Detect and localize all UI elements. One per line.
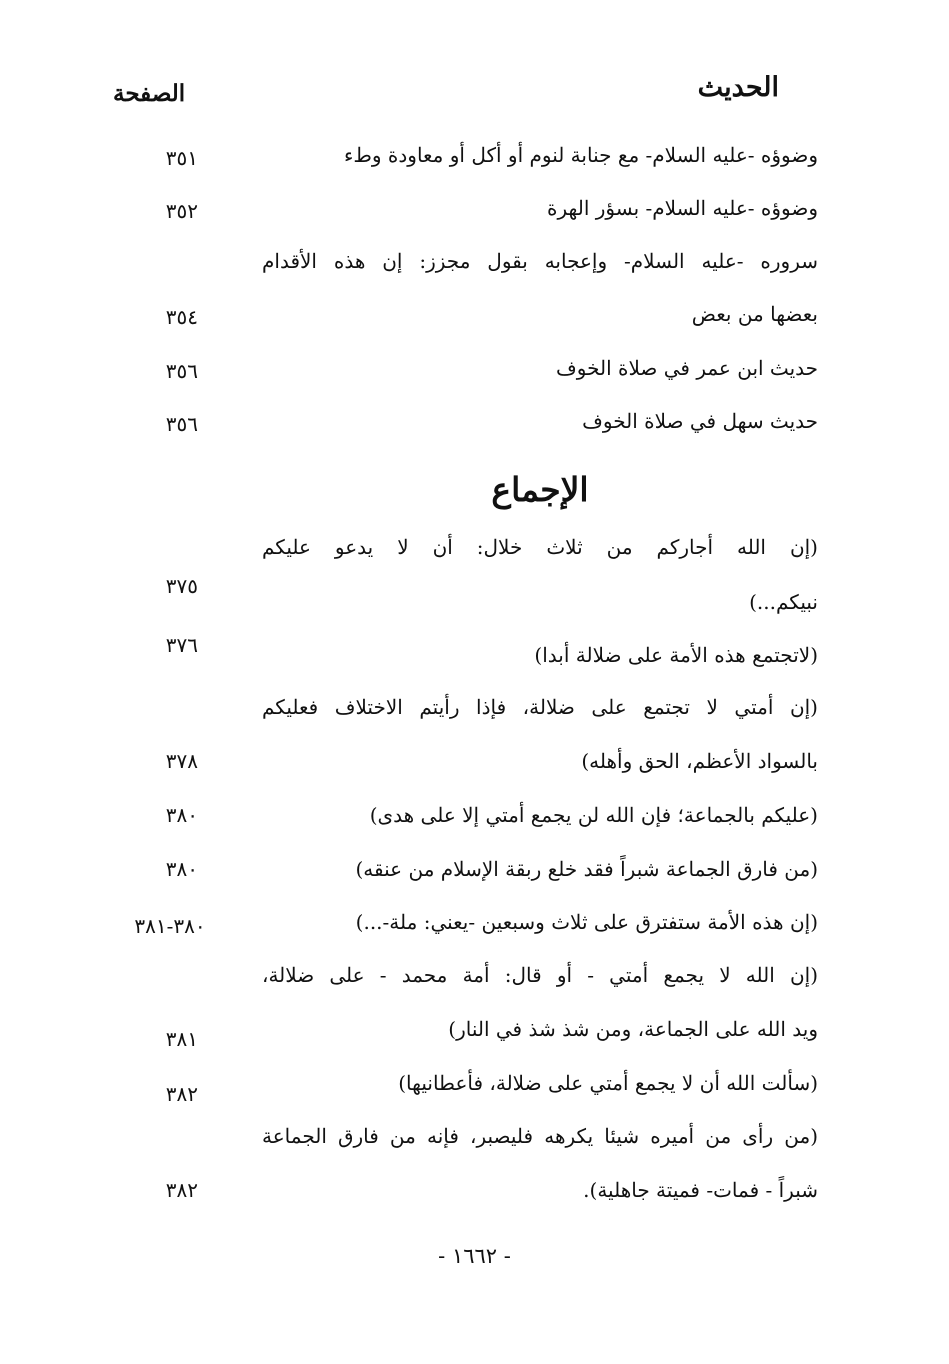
index-entry-page: ٣٧٨ — [165, 749, 198, 773]
index-entry-text: (عليكم بالجماعة؛ فإن الله لن يجمع أمتي إلا على هدى) — [369, 803, 818, 827]
index-entry-text: (من فارق الجماعة شبراً فقد خلع ربقة الإسلام من عنقه) — [355, 857, 818, 881]
index-entry-page: ٣٨٢ — [165, 1178, 198, 1202]
index-entry-text: (سألت الله أن لا يجمع أمتي على ضلالة، فأعطانيها) — [398, 1071, 818, 1095]
column-header-page: الصفحة — [113, 80, 186, 107]
section-title: الإجماع — [491, 470, 589, 509]
index-entry-page: ٣٥٦ — [165, 359, 198, 383]
index-entry-text: شبراً - فمات- فميتة جاهلية). — [583, 1178, 818, 1202]
index-entry-page: ٣٧٥ — [165, 574, 198, 598]
index-entry-page: ٣٨٠-٣٨١ — [134, 914, 206, 938]
index-entry-page: ٣٨٠ — [165, 803, 198, 827]
index-entry-text: حديث سهل في صلاة الخوف — [582, 409, 818, 433]
index-entry-page: ٣٥٦ — [165, 412, 198, 436]
index-entry-text: (إن الله لا يجمع أمتي - أو قال: أمة محمد - على ضلالة، — [262, 963, 818, 987]
index-entry-page: ٣٨٢ — [165, 1082, 198, 1106]
index-entry-text: (لاتجتمع هذه الأمة على ضلالة أبدا) — [534, 643, 818, 667]
index-entry-text: وضوؤه -عليه السلام- مع جنابة لنوم أو أكل أو معاودة وطء — [343, 143, 818, 167]
index-entry-text: (إن أمتي لا تجتمع على ضلالة، فإذا رأيتم الاختلاف فعليكم — [262, 695, 818, 719]
index-entry-text: بالسواد الأعظم، الحق وأهله) — [581, 749, 818, 773]
index-entry-text: حديث ابن عمر في صلاة الخوف — [556, 356, 818, 380]
index-entry-text: ويد الله على الجماعة، ومن شذ شذ في النار) — [448, 1017, 818, 1041]
index-entry-page: ٣٨١ — [165, 1027, 198, 1051]
index-entry-page: ٣٥١ — [165, 146, 198, 170]
index-entry-text: نبيكم...) — [749, 590, 818, 614]
index-entry-text: (إن هذه الأمة ستفترق على ثلاث وسبعين -يعني: ملة-...) — [355, 910, 818, 934]
index-entry-page: ٣٧٦ — [165, 633, 198, 657]
index-entry-text: سروره -عليه السلام- وإعجابه بقول مجزز: إن هذه الأقدام — [262, 249, 818, 273]
index-entry-text: (إن الله أجاركم من ثلاث خلال: أن لا يدعو عليكم — [262, 535, 818, 559]
index-entry-page: ٣٥٢ — [165, 199, 198, 223]
index-entry-page: ٣٨٠ — [165, 857, 198, 881]
index-entry-page: ٣٥٤ — [165, 305, 198, 329]
index-entry-text: بعضها من بعض — [691, 302, 818, 326]
index-entry-text: (من رأى من أميره شيئا يكرهه فليصبر، فإنه من فارق الجماعة — [262, 1124, 818, 1148]
page-number: - ١٦٦٢ - — [438, 1244, 511, 1268]
index-entry-text: وضوؤه -عليه السلام- بسؤر الهرة — [547, 196, 818, 220]
column-header-hadith: الحديث — [697, 72, 779, 103]
